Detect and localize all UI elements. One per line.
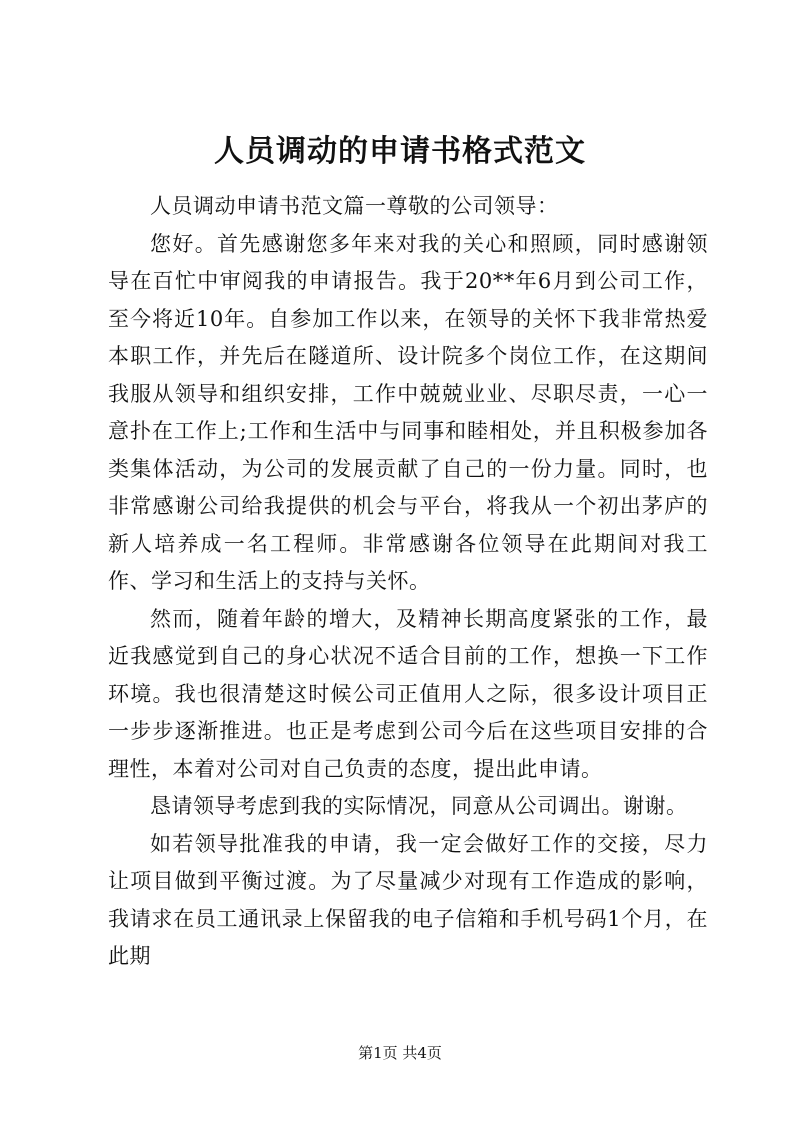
paragraph-gratitude: 您好。首先感谢您多年来对我的关心和照顾，同时感谢领导在百忙中审阅我的申请报告。我于20**年6月到公司工作，至今将近10年。自参加工作以来，在领导的关怀下我非常热爱本职工作，并先后在隧道所、设计院多个岗位工作，在这期间我服从领导和组织安排，工作中兢兢业业、尽职尽责，一心一意扑在工作上;工作和生活中与同事和睦相处，并且积极参加各类集体活动，为公司的发展贡献了自己的一份力量。同时，也非常感谢公司给我提供的机会与平台，将我从一个初出茅庐的新人培养成一名工程师。非常感谢各位领导在此期间对我工作、学习和生活上的支持与关怀。 bbox=[108, 231, 708, 593]
paragraph-reason: 然而，随着年龄的增大，及精神长期高度紧张的工作，最近我感觉到自己的身心状况不适合目前的工作，想换一下工作环境。我也很清楚这时候公司正值用人之际，很多设计项目正一步步逐渐推进。也正是考虑到公司今后在这些项目安排的合理性，本着对公司对自己负责的态度，提出此申请。 bbox=[108, 606, 708, 781]
page-number-footer: 第1页 共4页 bbox=[358, 1044, 442, 1062]
paragraph-salutation: 人员调动申请书范文篇一尊敬的公司领导： bbox=[150, 194, 559, 218]
paragraph-request: 恳请领导考虑到我的实际情况，同意从公司调出。谢谢。 bbox=[150, 794, 688, 818]
paragraph-handover: 如若领导批准我的申请，我一定会做好工作的交接，尽力让项目做到平衡过渡。为了尽量减少对现有工作造成的影响，我请求在员工通讯录上保留我的电子信箱和手机号码1个月，在此期 bbox=[108, 831, 708, 968]
document-body bbox=[108, 188, 708, 976]
document-title: 人员调动的申请书格式范文 bbox=[214, 134, 586, 169]
